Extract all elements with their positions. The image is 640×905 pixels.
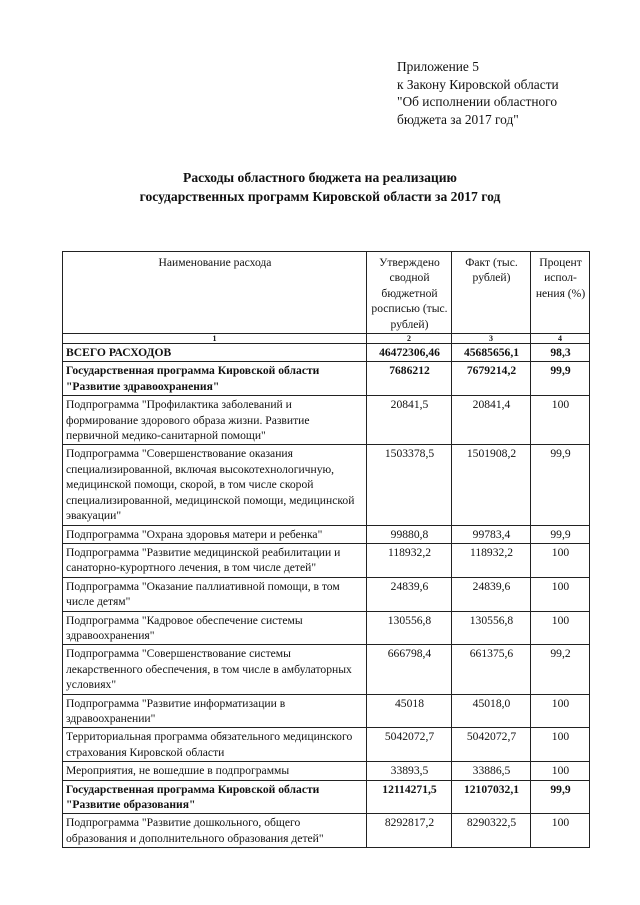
row-actual-cell: 99783,4 — [452, 525, 531, 543]
column-number: 2 — [367, 334, 452, 344]
row-percent-cell: 99,9 — [531, 525, 590, 543]
row-name-cell: Подпрограмма "Совершенствование оказания специализированной, включая высокотехнологичную, медицинской помощи, скорой, в том числе скорой специализированной, медицинской помощи, медицинской эвакуации" — [63, 445, 367, 525]
row-actual-cell: 12107032,1 — [452, 780, 531, 814]
row-name-cell: ВСЕГО РАСХОДОВ — [63, 344, 367, 362]
row-percent-cell: 99,9 — [531, 780, 590, 814]
row-approved-cell: 33893,5 — [367, 762, 452, 780]
row-percent-cell: 100 — [531, 611, 590, 645]
row-percent-cell: 100 — [531, 728, 590, 762]
row-percent-cell: 100 — [531, 396, 590, 445]
appendix-note — [397, 58, 632, 128]
row-percent-cell: 99,9 — [531, 362, 590, 396]
row-percent-cell: 98,3 — [531, 344, 590, 362]
row-approved-cell: 99880,8 — [367, 525, 452, 543]
row-name-cell: Территориальная программа обязательного медицинского страхования Кировской области — [63, 728, 367, 762]
header-approved: Утверждено сводной бюджетной росписью (тыс. рублей) — [367, 252, 452, 334]
table-row — [63, 344, 590, 362]
row-name-cell: Подпрограмма "Развитие информатизации в здравоохранении" — [63, 694, 367, 728]
row-actual-cell: 24839,6 — [452, 577, 531, 611]
table-row — [63, 611, 590, 645]
row-name-cell: Государственная программа Кировской области "Развитие образования" — [63, 780, 367, 814]
row-name-cell: Подпрограмма "Развитие медицинской реабилитации и санаторно-курортного лечения, в том числе детей" — [63, 543, 367, 577]
row-approved-cell: 45018 — [367, 694, 452, 728]
row-approved-cell: 20841,5 — [367, 396, 452, 445]
appendix-line: "Об исполнении областного — [397, 94, 558, 109]
row-actual-cell: 33886,5 — [452, 762, 531, 780]
row-name-cell: Подпрограмма "Оказание паллиативной помощи, в том числе детям" — [63, 577, 367, 611]
row-approved-cell: 1503378,5 — [367, 445, 452, 525]
column-number: 3 — [452, 334, 531, 344]
appendix-line: к Закону Кировской области — [397, 76, 559, 92]
table-row — [63, 445, 590, 525]
document-title — [60, 168, 580, 206]
row-percent-cell: 100 — [531, 577, 590, 611]
header-name: Наименование расхода — [63, 252, 367, 334]
expenses-table — [62, 251, 590, 848]
appendix-line: Приложение 5 — [397, 59, 479, 74]
header-percent: Процент испол-нения (%) — [531, 252, 590, 334]
row-approved-cell: 46472306,46 — [367, 344, 452, 362]
row-name-cell: Подпрограмма "Кадровое обеспечение системы здравоохранения" — [63, 611, 367, 645]
row-approved-cell: 24839,6 — [367, 577, 452, 611]
table-row — [63, 694, 590, 728]
row-actual-cell: 45018,0 — [452, 694, 531, 728]
row-actual-cell: 7679214,2 — [452, 362, 531, 396]
row-approved-cell: 5042072,7 — [367, 728, 452, 762]
row-actual-cell: 8290322,5 — [452, 814, 531, 848]
row-actual-cell: 661375,6 — [452, 645, 531, 694]
row-approved-cell: 8292817,2 — [367, 814, 452, 848]
table-row — [63, 780, 590, 814]
row-approved-cell: 666798,4 — [367, 645, 452, 694]
table-header-row — [63, 252, 590, 334]
row-name-cell: Мероприятия, не вошедшие в подпрограммы — [63, 762, 367, 780]
row-name-cell: Подпрограмма "Развитие дошкольного, общего образования и дополнительного образования детей" — [63, 814, 367, 848]
column-number: 4 — [531, 334, 590, 344]
row-percent-cell: 99,2 — [531, 645, 590, 694]
row-approved-cell: 118932,2 — [367, 543, 452, 577]
appendix-line: бюджета за 2017 год" — [397, 111, 519, 127]
column-number: 1 — [63, 334, 367, 344]
table-row — [63, 525, 590, 543]
title-line-1: Расходы областного бюджета на реализацию — [183, 170, 457, 185]
row-name-cell: Подпрограмма "Охрана здоровья матери и ребенка" — [63, 525, 367, 543]
row-approved-cell: 130556,8 — [367, 611, 452, 645]
table-body — [63, 344, 590, 848]
table-row — [63, 645, 590, 694]
row-actual-cell: 5042072,7 — [452, 728, 531, 762]
table-row — [63, 543, 590, 577]
row-percent-cell: 100 — [531, 814, 590, 848]
row-approved-cell: 7686212 — [367, 362, 452, 396]
row-actual-cell: 20841,4 — [452, 396, 531, 445]
row-name-cell: Государственная программа Кировской области "Развитие здравоохранения" — [63, 362, 367, 396]
table-row — [63, 362, 590, 396]
table-row — [63, 762, 590, 780]
title-line-2: государственных программ Кировской области за 2017 год — [139, 189, 501, 204]
row-percent-cell: 99,9 — [531, 445, 590, 525]
row-percent-cell: 100 — [531, 762, 590, 780]
table-row — [63, 396, 590, 445]
row-approved-cell: 12114271,5 — [367, 780, 452, 814]
row-percent-cell: 100 — [531, 543, 590, 577]
row-name-cell: Подпрограмма "Профилактика заболеваний и формирование здорового образа жизни. Развитие первичной медико-санитарной помощи" — [63, 396, 367, 445]
row-name-cell: Подпрограмма "Совершенствование системы лекарственного обеспечения, в том числе в амбулаторных условиях" — [63, 645, 367, 694]
row-percent-cell: 100 — [531, 694, 590, 728]
row-actual-cell: 45685656,1 — [452, 344, 531, 362]
header-actual: Факт (тыс. рублей) — [452, 252, 531, 334]
table-row — [63, 814, 590, 848]
column-number-row — [63, 334, 590, 344]
row-actual-cell: 130556,8 — [452, 611, 531, 645]
table-row — [63, 728, 590, 762]
row-actual-cell: 118932,2 — [452, 543, 531, 577]
row-actual-cell: 1501908,2 — [452, 445, 531, 525]
table-row — [63, 577, 590, 611]
